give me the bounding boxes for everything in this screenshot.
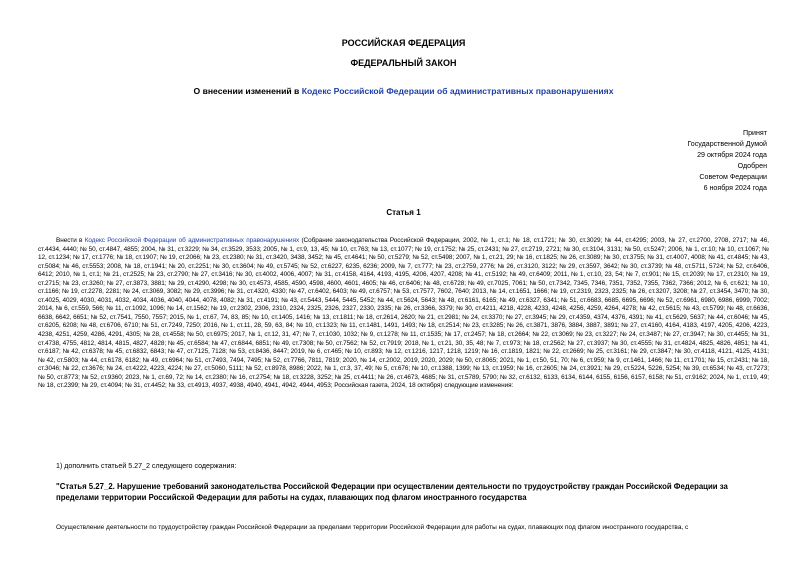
approved-label: Одобрен [737, 162, 767, 170]
adoption-info [547, 128, 767, 194]
article-heading: Статья 1 [386, 208, 421, 217]
new-article-title: "Статья 5.27_2. Нарушение требований законодательства Российской Федерации при осуществлении деятельности по трудоустройству граждан Российской Федерации за пределами территории Российской Федерации для работы на судах, плавающих под флагом иностранного государства [56, 482, 728, 502]
code-link[interactable]: Кодекс Российской Федерации об административных правонарушениях [301, 86, 614, 96]
law-title [0, 86, 807, 96]
approved-by: Советом Федерации [699, 173, 767, 181]
intro-prefix: Внести в [56, 237, 85, 244]
new-article-paragraph: Осуществление деятельности по трудоустройству граждан Российской Федерации за пределами территории Российской Федерации для работы на судах, плавающих под флагом иностранного государства, с [56, 524, 689, 531]
federation-heading: РОССИЙСКАЯ ФЕДЕРАЦИЯ [341, 38, 466, 48]
law-title-prefix: О внесении изменений в [193, 86, 302, 96]
code-reference-link[interactable]: Кодекс Российской Федерации об административных правонарушениях [84, 237, 300, 244]
article-body [38, 237, 769, 391]
amendment-item: 1) дополнить статьей 5.27_2 следующего содержания: [56, 462, 237, 470]
approved-date: 6 ноября 2024 года [703, 184, 767, 192]
adopted-date: 29 октября 2024 года [697, 151, 767, 159]
law-type-heading: ФЕДЕРАЛЬНЫЙ ЗАКОН [350, 58, 457, 68]
adopted-by: Государственной Думой [687, 140, 767, 148]
intro-citations: (Собрание законодательства Российской Федерации, 2002, № 1, ст.1; № 18, ст.1721; № 30, ст.3029; № 44, ст.4295; 2003, № 27, ст.2700, 2708, 2717; № 46, ст.4434, 4440; № 50, ст.4847, 4855; 2004, № 31, ст.3229; № 34, ст.3529, 3533; 2005, № 1, ст.9, 13, 45; № 10, ст.763; № 13, ст.1077; № 19, ст.1752; № 25, ст.2431; № 27, ст.2719, 2721; № 30, ст.3104, 3131; № 50, ст.5247; 2006, № 1, ст.10; № 10, ст.1067; № 12, ст.1234; № 17, ст.1776; № 18, ст.1907; № 19, ст.2066; № 23, ст.2380; № 31, ст.3420, 3438, 3452; № 45, ст.4641; № 50, ст.5279; № 52, ст.5498; 2007, № 1, ст.21, 29; № 16, ст.1825; № 26, ст.3089; № 30, ст.3755; № 31, ст.4007, 4008; № 41, ст.4845; № 43, ст.5084; № 46, ст.5553; 2008, № 18, ст.1941; № 20, ст.2251; № 30, ст.3604; № 49, ст.5745; № 52, ст.6227, 6235, 6236; 2009, № 7, ст.777; № 23, ст.2759, 2776; № 26, ст.3120, 3122; № 29, ст.3597, 3642; № 30, ст.3739; № 48, ст.5711, 5724; № 52, ст.6406, 6412; 2010, № 1, ст.1; № 21, ст.2525; № 23, ст.2790; № 27, ст.3416; № 30, ст.4002, 4006, 4007; № 31, ст.4158, 4164, 4193, 4195, 4206, 4207, 4208; № 41, ст.5192; № 49, ст.6409; 2011, № 1, ст.10, 23, 54; № 7, ст.901; № 15, ст.2039; № 17, ст.2310; № 19, ст.2715; № 23, ст.3260; № 27, ст.3873, 3881; № 29, ст.4290, 4298; № 30, ст.4573, 4585, 4590, 4598, 4600, 4601, 4605; № 46, ст.6406; № 48, ст.6728; № 49, ст.7025, 7061; № 50, ст.7342, 7345, 7346, 7351, 7352, 7355, 7362, 7366; 2012, № 6, ст.621; № 10, ст.1166; № 19, ст.2278, 2281; № 24, ст.3069, 3082; № 29, ст.3996; № 31, ст.4320, 4330; № 47, ст.6402, 6403; № 49, ст.6757; № 53, ст.7577, 7602, 7640; 2013, № 14, ст.1651, 1666; № 19, ст.2319, 2323, 2325; № 26, ст.3207, 3208; № 27, ст.3454, 3470; № 30, ст.4025, 4029, 4030, 4031, 4032, 4034, 4036, 4040, 4044, 4078, 4082; № 31, ст.4191; № 43, ст.5443, 5444, 5445, 5452; № 44, ст.5624, 5643; № 48, ст.6161, 6165; № 49, ст.6327, 6341; № 51, ст.6683, 6685, 6695, 6696; № 52, ст.6961, 6980, 6986, 6999, 7002; 2014, № 6, ст.559, 566; № 11, ст.1092, 1096; № 14, ст.1562; № 19, ст.2302, 2306, 2310, 2324, 2325, 2326, 2327, 2330, 2335; № 26, ст.3366, 3379; № 30, ст.4211, 4218, 4228, 4233, 4248, 4256, 4259, 4264, 4278; № 42, ст.5615; № 43, ст.5799; № 48, ст.6636, 6638, 6642, 6651; № 52, ст.7541, 7550, 7557; 2015, № 1, ст.67, 74, 83, 85; № 10, ст.1405, 1416; № 13, ст.1811; № 18, ст.2614, 2620; № 21, ст.2981; № 24, ст.3370; № 27, ст.3945; № 29, ст.4359, 4374, 4376, 4391; № 41, ст.5629, 5637; № 44, ст.6046; № 45, ст.6205, 6208; № 48, ст.6706, 6710; № 51, ст.7249, 7250; 2016, № 1, ст.11, 28, 59, 63, 84; № 10, ст.1323; № 11, ст.1481, 1491, 1493; № 18, ст.2514; № 23, ст.3285; № 26, ст.3871, 3876, 3884, 3887, 3891; № 27, ст.4160, 4164, 4183, 4197, 4205, 4206, 4223, 4238, 4251, 4259, 4286, 4291, 4305; № 28, ст.4558; № 50, ст.6975; 2017, № 1, ст.12, 31, 47; № 7, ст.1030, 1032; № 9, ст.1278; № 11, ст.1535; № 17, ст.2457; № 18, ст.2664; № 22, ст.3069; № 23, ст.3227; № 24, ст.3487; № 27, ст.3947; № 30, ст.4455; № 31, ст.4738, 4755, 4812, 4814, 4815, 4827, 4828; № 45, ст.6584; № 47, ст.6844, 6851; № 49, ст.7308; № 50, ст.7562; № 52, ст.7919; 2018, № 1, ст.21, 30, 35, 48; № 7, ст.973; № 18, ст.2562; № 27, ст.3937; № 30, ст.4555; № 31, ст.4824, 4825, 4826, 4851; № 41, ст.6187; № 42, ст.6378; № 45, ст.6832, 6843; № 47, ст.7125, 7128; № 53, ст.8436, 8447; 2019, № 6, ст.465; № 10, ст.893; № 12, ст.1216, 1217, 1218, 1219; № 16, ст.1819, 1821; № 22, ст.2669; № 25, ст.3161; № 29, ст.3847; № 30, ст.4118, 4121, 4125, 4131; № 42, ст.5803; № 44, ст.6178, 6182; № 49, ст.6964; № 51, ст.7493, 7494, 7495; № 52, ст.7766, 7811, 7819; 2020, № 14, ст.2002, 2019, 2020, 2029; № 50, ст.8065; 2021, № 1, ст.50, 51, 70; № 6, ст.959; № 9, ст.1461, 1466; № 11, ст.1701; № 15, ст.2431; № 18, ст.3046; № 22, ст.3676; № 24, ст.4222, 4223, 4224; № 27, ст.5060, 5111; № 52, ст.8978, 8986; 2022, № 1, ст.3, 37, 49; № 5, ст.676; № 10, ст.1388, 1399; № 13, ст.1959; № 16, ст.2605; № 24, ст.3921; № 29, ст.5224, 5226, 5254; № 39, ст.6534; № 43, ст.7273; № 50, ст.8773; № 52, ст.9360; 2023, № 1, ст.69, 72; № 14, ст.2380; № 16, ст.2754; № 18, ст.3228, 3252; № 25, ст.4411; № 26, ст.4673, 4685; № 31, ст.5789, 5790; № 32, ст.6132, 6133, 6134, 6144, 6155, 6156, 6157, 6158; № 51, ст.9162; 2024, № 1, ст.19, 49; № 18, ст.2399; № 29, ст.4094; № 31, ст.4452; № 33, ст.4913, 4937, 4938, 4940, 4941, 4942, 4944, 4953; Российская газета, 2024, 18 октября) следующие изменения: [38, 237, 770, 390]
adopted-label: Принят [742, 129, 767, 137]
